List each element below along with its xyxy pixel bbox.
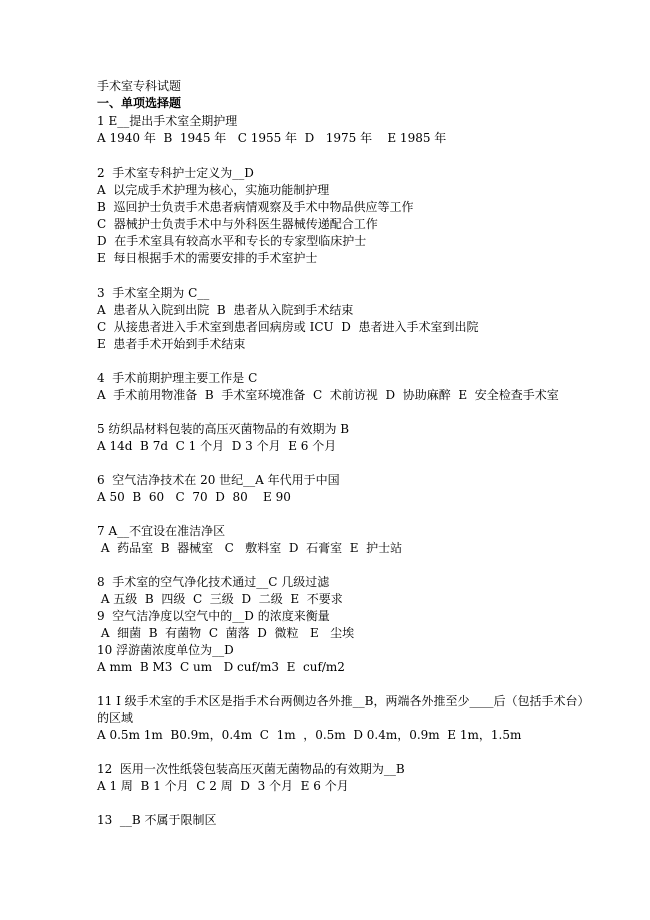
option-line: E 患者手术开始到手术结束 [97, 337, 246, 351]
question-line: 9 空气洁净度以空气中的__D 的浓度来衡量 [97, 609, 330, 623]
question-line: 13 __B 不属于限制区 [97, 813, 217, 827]
option-line: E 每日根据手术的需要安排的手术室护士 [97, 251, 318, 265]
option-line: A 五级 B 四级 C 三级 D 二级 E 不要求 [97, 592, 343, 606]
section-heading: 一、单项选择题 [97, 96, 182, 110]
option-line: A mm B M3 C um D cuf/m3 E cuf/m2 [97, 660, 345, 674]
option-line: A 14d B 7d C 1 个月 D 3 个月 E 6 个月 [97, 439, 337, 453]
option-line: D 在手术室具有较高水平和专长的专家型临床护士 [97, 234, 367, 248]
question-line: 6 空气洁净技术在 20 世纪__A 年代用于中国 [97, 473, 340, 487]
option-line: A 药品室 B 器械室 C 敷料室 D 石膏室 E 护士站 [97, 541, 403, 555]
option-line: A 1 周 B 1 个月 C 2 周 D 3 个月 E 6 个月 [97, 779, 349, 793]
option-line: C 器械护士负责手术中与外科医生器械传递配合工作 [97, 217, 378, 231]
option-line: A 1940 年 B 1945 年 C 1955 年 D 1975 年 E 1985 年 [97, 131, 447, 145]
option-line: C 从接患者进入手术室到患者回病房或 ICU D 患者进入手术室到出院 [97, 320, 479, 334]
question-line: 4 手术前期护理主要工作是 C [97, 371, 258, 385]
question-line: 2 手术室专科护士定义为__D [97, 166, 254, 180]
question-line: 7 A__不宜设在准洁净区 [97, 524, 226, 538]
option-line: A 50 B 60 C 70 D 80 E 90 [97, 490, 291, 504]
option-line: A 手术前用物准备 B 手术室环境准备 C 术前访视 D 协助麻醉 E 安全检查手术室 [97, 388, 559, 402]
question-line: 10 浮游菌浓度单位为__D [97, 643, 234, 657]
question-line: 1 E__提出手术室全期护理 [97, 114, 238, 128]
document-title: 手术室专科试题 [97, 79, 182, 93]
question-line: 5 纺织品材料包装的高压灭菌物品的有效期为 B [97, 422, 350, 436]
option-line: A 细菌 B 有菌物 C 菌落 D 微粒 E 尘埃 [97, 626, 355, 640]
option-line: A 以完成手术护理为核心，实施功能制护理 [97, 183, 330, 197]
option-line: A 患者从入院到出院 B 患者从入院到手术结束 [97, 303, 354, 317]
option-line: A 0.5m 1m B0.9m，0.4m C 1m ，0.5m D 0.4m，0.9m E 1m，1.5m [97, 728, 522, 742]
question-line: 8 手术室的空气净化技术通过__C 几级过滤 [97, 575, 330, 589]
question-line: 12 医用一次性纸袋包装高压灭菌无菌物品的有效期为__B [97, 762, 405, 776]
question-line-continued: 的区域 [97, 711, 134, 725]
option-line: B 巡回护士负责手术患者病情观察及手术中物品供应等工作 [97, 200, 414, 214]
question-line: 11 I 级手术室的手术区是指手术台两侧边各外推__B，两端各外推至少____后（包括手术台） [97, 694, 590, 708]
question-line: 3 手术室全期为 C__ [97, 286, 210, 300]
